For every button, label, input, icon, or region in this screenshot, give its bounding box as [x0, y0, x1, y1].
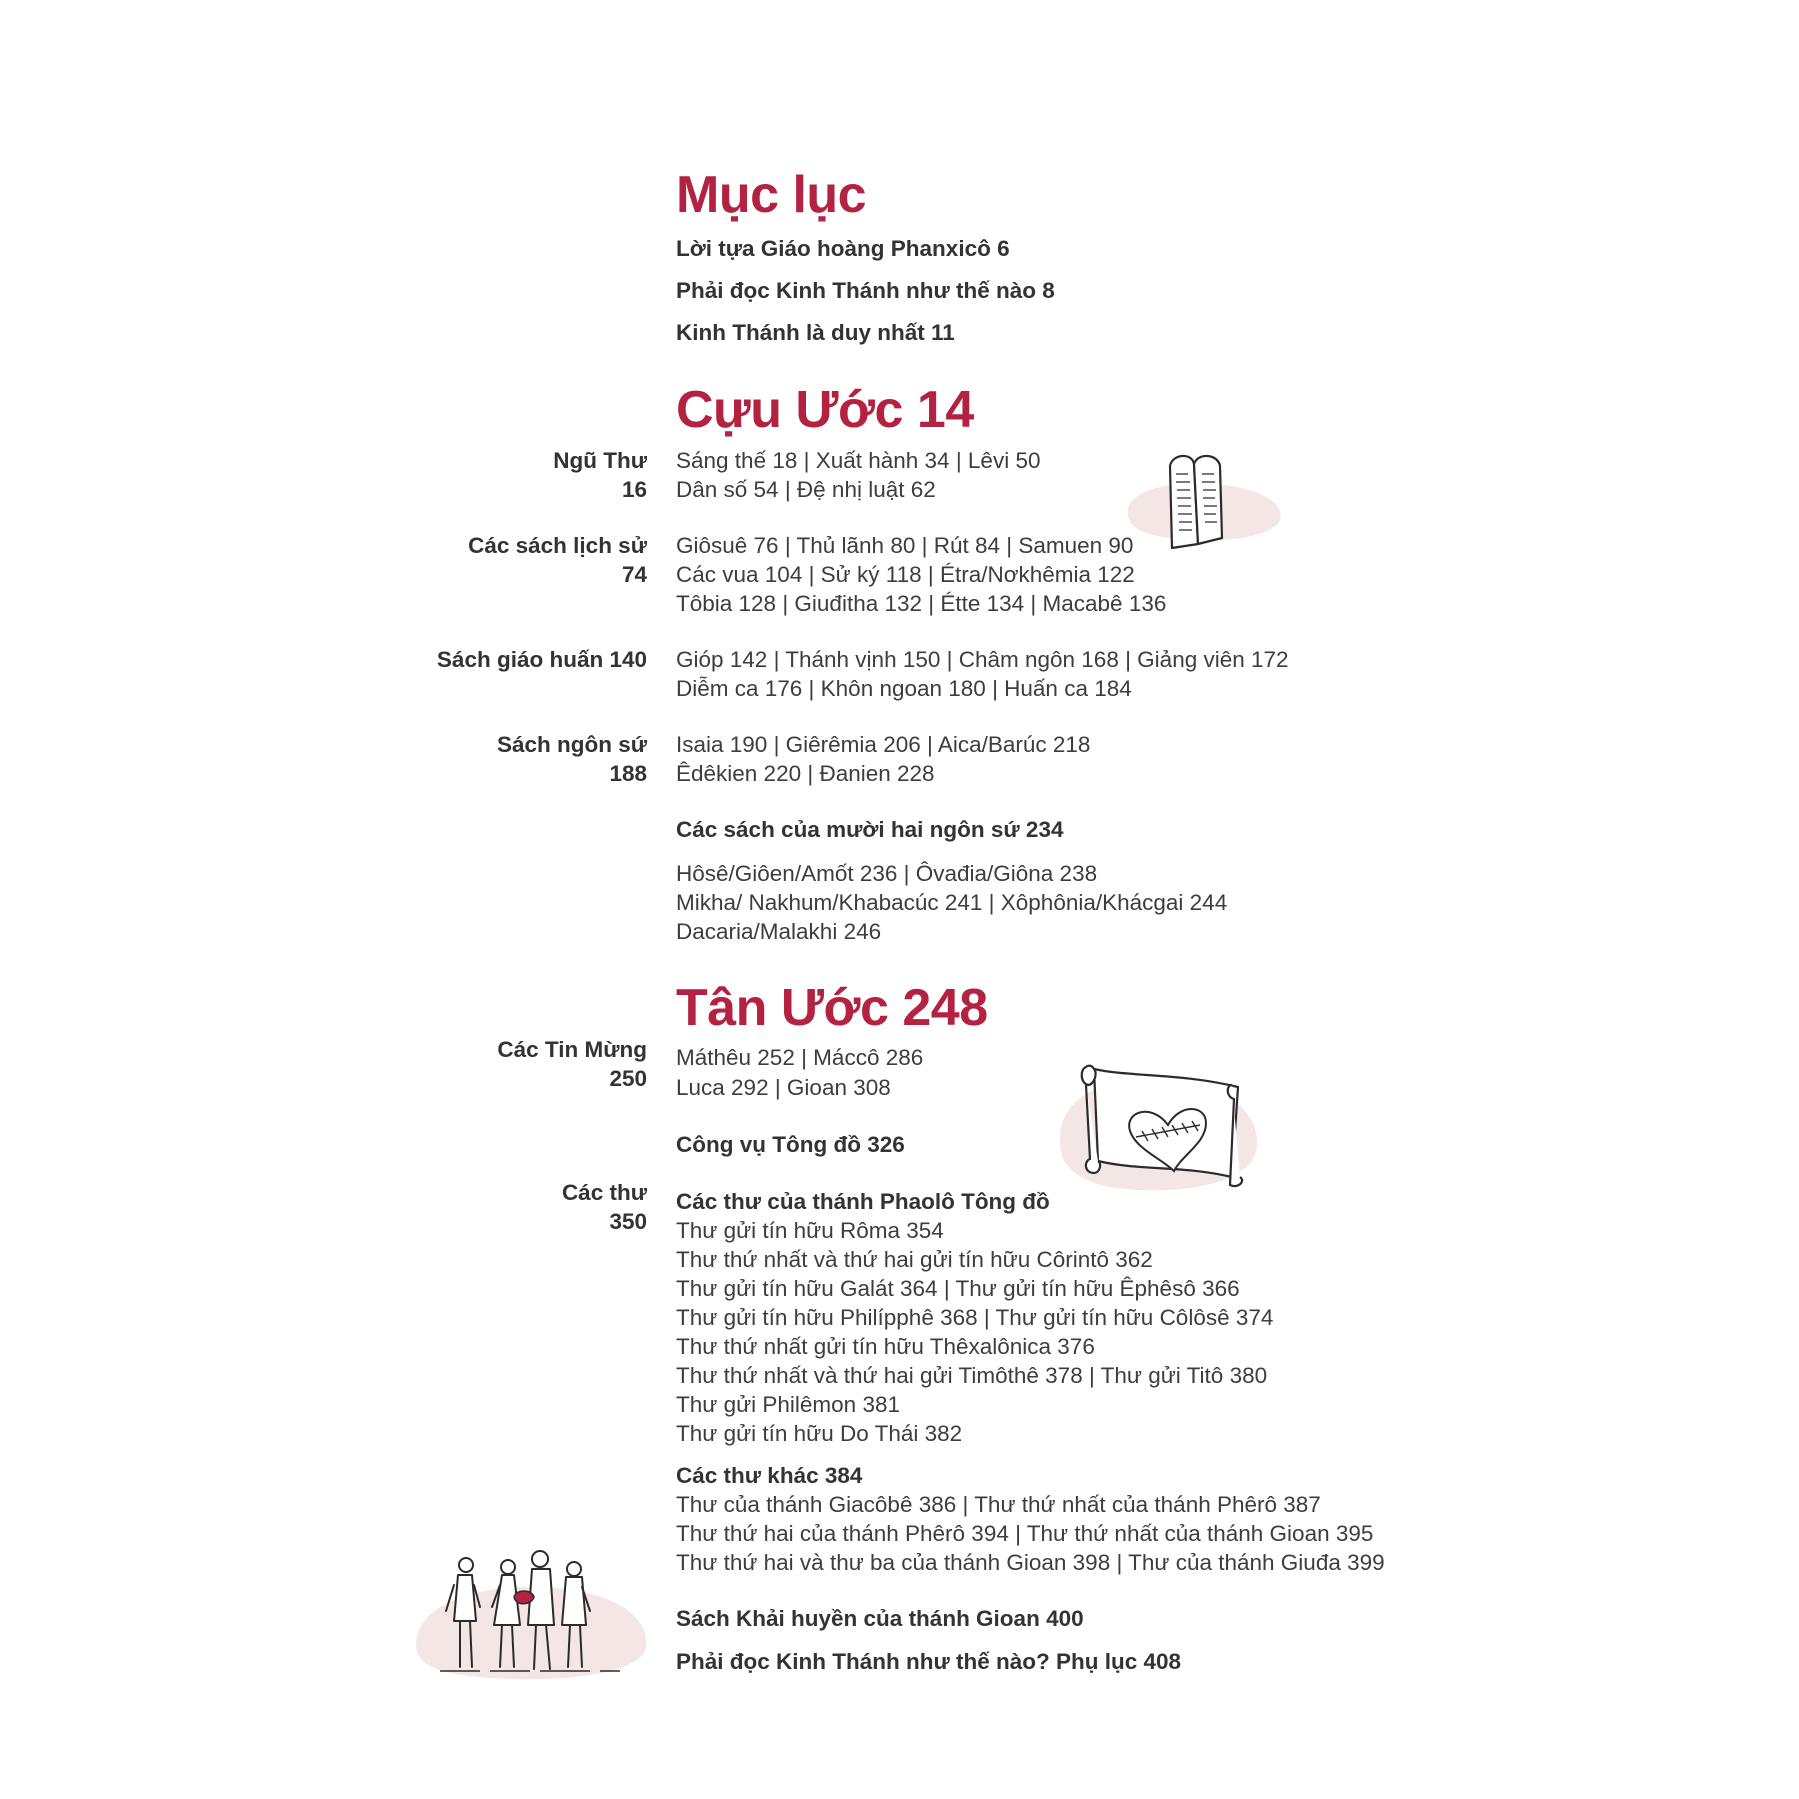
category-letters	[562, 1178, 647, 1236]
toc-line[interactable]: Thư thứ nhất và thứ hai gửi Timôthê 378 | Thư gửi Titô 380	[676, 1363, 1268, 1388]
toc-line[interactable]: Thư thứ nhất gửi tín hữu Thêxalônica 376	[676, 1334, 1095, 1359]
toc-line[interactable]: Giôsuê 76 | Thủ lãnh 80 | Rút 84 | Samuen 90	[676, 533, 1134, 558]
toc-line[interactable]: Dân số 54 | Đệ nhị luật 62	[676, 477, 936, 502]
toc-line[interactable]: Êdêkien 220 | Đanien 228	[676, 761, 935, 786]
toc-subheading-paul-letters[interactable]: Các thư của thánh Phaolô Tông đồ	[676, 1189, 1050, 1214]
toc-line[interactable]: Sáng thế 18 | Xuất hành 34 | Lêvi 50	[676, 448, 1041, 473]
category-page: 350	[609, 1209, 647, 1234]
toc-subheading-other-letters[interactable]: Các thư khác 384	[676, 1463, 863, 1488]
toc-line[interactable]: Thư của thánh Giacôbê 386 | Thư thứ nhất của thánh Phêrô 387	[676, 1492, 1321, 1517]
category-label: Các thư	[561, 1180, 647, 1205]
toc-entry-foreword[interactable]: Lời tựa Giáo hoàng Phanxicô 6	[676, 236, 1010, 261]
toc-line[interactable]: Dacaria/Malakhi 246	[676, 919, 882, 944]
toc-line[interactable]: Hôsê/Giôen/Amốt 236 | Ôvađia/Giôna 238	[676, 861, 1098, 886]
toc-line[interactable]: Isaia 190 | Giêrêmia 206 | Aica/Barúc 218	[676, 732, 1091, 757]
section-title-old-testament: Cựu Ước 14	[676, 381, 974, 439]
toc-line[interactable]: Thư thứ hai của thánh Phêrô 394 | Thư thứ nhất của thánh Gioan 395	[676, 1521, 1374, 1546]
people-group-icon	[410, 1545, 655, 1690]
toc-entry-revelation[interactable]: Sách Khải huyền của thánh Gioan 400	[676, 1606, 1084, 1631]
category-label: Các sách lịch sử	[468, 533, 647, 558]
category-wisdom	[437, 645, 647, 674]
scroll-heart-icon	[1050, 1055, 1270, 1200]
toc-line[interactable]: Thư gửi tín hữu Philípphê 368 | Thư gửi tín hữu Côlôsê 374	[676, 1305, 1274, 1330]
category-prophets	[497, 730, 647, 788]
toc-line[interactable]: Diễm ca 176 | Khôn ngoan 180 | Huấn ca 184	[676, 676, 1132, 701]
toc-line[interactable]: Máthêu 252 | Máccô 286	[676, 1045, 924, 1070]
section-title-new-testament: Tân Ước 248	[676, 979, 988, 1037]
category-page: 250	[609, 1066, 647, 1091]
toc-line[interactable]: Mikha/ Nakhum/Khabacúc 241 | Xôphônia/Khácgai 244	[676, 890, 1228, 915]
category-pentateuch	[553, 446, 647, 504]
toc-line[interactable]: Các vua 104 | Sử ký 118 | Étra/Nơkhêmia 122	[676, 562, 1135, 587]
category-label: Ngũ Thư	[553, 448, 647, 473]
toc-line[interactable]: Gióp 142 | Thánh vịnh 150 | Châm ngôn 168 | Giảng viên 172	[676, 647, 1289, 672]
category-label: Sách ngôn sứ	[496, 732, 647, 757]
category-page: 74	[621, 562, 647, 587]
toc-line[interactable]: Thư gửi Philêmon 381	[676, 1392, 900, 1417]
category-page: 16	[621, 477, 647, 502]
toc-entry-acts[interactable]: Công vụ Tông đồ 326	[676, 1132, 905, 1157]
toc-entry-appendix[interactable]: Phải đọc Kinh Thánh như thế nào? Phụ lục 408	[676, 1649, 1182, 1674]
category-historical	[468, 531, 647, 589]
toc-line[interactable]: Thư thứ hai và thư ba của thánh Gioan 398 | Thư của thánh Giuđa 399	[676, 1550, 1385, 1575]
toc-subheading-minor-prophets[interactable]: Các sách của mười hai ngôn sứ 234	[676, 817, 1064, 842]
toc-entry-unique[interactable]: Kinh Thánh là duy nhất 11	[676, 320, 955, 345]
toc-line[interactable]: Thư gửi tín hữu Galát 364 | Thư gửi tín hữu Êphêsô 366	[676, 1276, 1240, 1301]
toc-line[interactable]: Tôbia 128 | Giuđitha 132 | Étte 134 | Macabê 136	[676, 591, 1167, 616]
category-gospels	[497, 1035, 647, 1093]
toc-line[interactable]: Luca 292 | Gioan 308	[676, 1075, 891, 1100]
toc-line[interactable]: Thư thứ nhất và thứ hai gửi tín hữu Côrintô 362	[676, 1247, 1153, 1272]
toc-line[interactable]: Thư gửi tín hữu Do Thái 382	[676, 1421, 963, 1446]
page-title: Mục lục	[676, 166, 867, 224]
category-label: Sách giáo huấn 140	[436, 647, 647, 672]
category-label: Các Tin Mừng	[497, 1037, 647, 1062]
toc-line[interactable]: Thư gửi tín hữu Rôma 354	[676, 1218, 944, 1243]
category-page: 188	[609, 761, 647, 786]
toc-entry-how-to-read[interactable]: Phải đọc Kinh Thánh như thế nào 8	[676, 278, 1055, 303]
stone-tablets-icon	[1120, 448, 1290, 563]
